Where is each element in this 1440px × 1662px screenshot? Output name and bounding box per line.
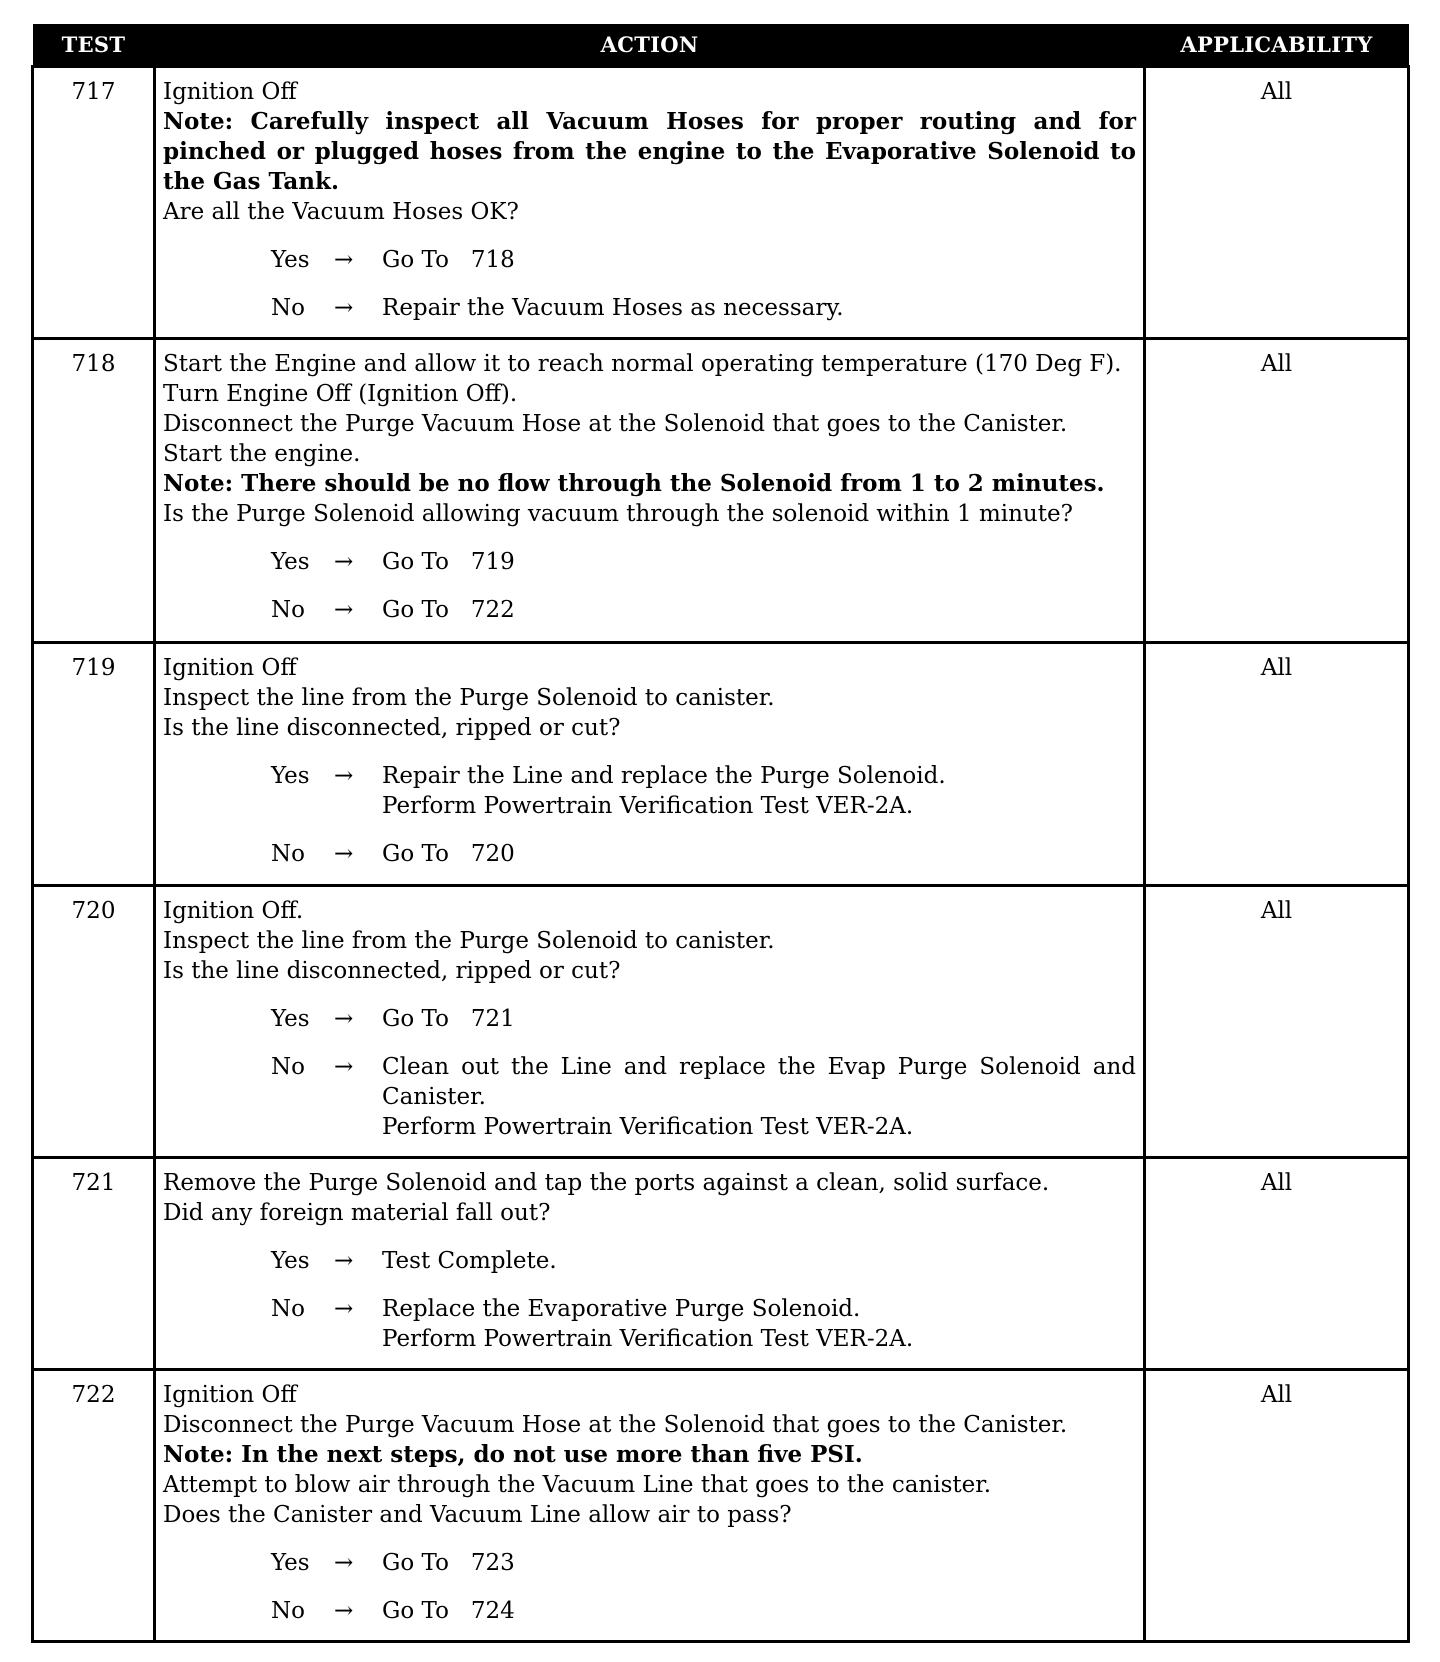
- yes-label: Yes: [271, 1550, 310, 1576]
- action-line: Turn Engine Off (Ignition Off).: [163, 381, 518, 407]
- test-row-720: [33, 886, 1409, 1158]
- action-cell: [155, 643, 1145, 886]
- yes-result: Repair the Line and replace the Purge Solenoid. Perform Powertrain Verification Test VER-2A.: [382, 763, 946, 819]
- action-cell: [155, 1158, 1145, 1370]
- action-line: Attempt to blow air through the Vacuum Line that goes to the canister.: [163, 1472, 992, 1498]
- test-number: 720: [33, 886, 155, 1158]
- yes-response: [271, 1004, 1136, 1034]
- yes-result: Go To 721: [382, 1006, 515, 1032]
- test-number: 721: [33, 1158, 155, 1370]
- no-response: [271, 839, 1136, 869]
- test-row-721: [33, 1158, 1409, 1370]
- arrow-icon: →: [334, 1296, 354, 1322]
- yes-response: [271, 761, 1136, 821]
- no-response: [271, 1294, 1136, 1354]
- yes-response: [271, 1246, 1136, 1276]
- arrow-icon: →: [334, 295, 354, 321]
- arrow-icon: →: [334, 1248, 354, 1274]
- yes-result: Go To 718: [382, 247, 515, 273]
- yes-response: [271, 547, 1136, 577]
- action-cell: [155, 1370, 1145, 1642]
- no-label: No: [271, 295, 305, 321]
- applicability-value: All: [1145, 886, 1409, 1158]
- no-response: [271, 595, 1136, 625]
- action-line: Ignition Off: [163, 79, 297, 105]
- action-cell: [155, 339, 1145, 643]
- yes-label: Yes: [271, 763, 310, 789]
- action-line: Inspect the line from the Purge Solenoid to canister.: [163, 685, 775, 711]
- diagnostic-test-table: [31, 24, 1410, 1643]
- no-result: Go To 722: [382, 597, 515, 623]
- yes-label: Yes: [271, 1248, 310, 1274]
- arrow-icon: →: [334, 247, 354, 273]
- test-number: 718: [33, 339, 155, 643]
- no-result: Go To 720: [382, 841, 515, 867]
- action-line: Start the Engine and allow it to reach normal operating temperature (170 Deg F).: [163, 351, 1122, 377]
- action-line: Ignition Off: [163, 1382, 297, 1408]
- action-line: Inspect the line from the Purge Solenoid to canister.: [163, 928, 775, 954]
- action-line: Disconnect the Purge Vacuum Hose at the Solenoid that goes to the Canister.: [163, 411, 1068, 437]
- applicability-value: All: [1145, 339, 1409, 643]
- yes-response: [271, 1548, 1136, 1578]
- yes-result: Go To 719: [382, 549, 515, 575]
- test-row-722: [33, 1370, 1409, 1642]
- applicability-value: All: [1145, 643, 1409, 886]
- no-label: No: [271, 1054, 305, 1080]
- arrow-icon: →: [334, 549, 354, 575]
- no-label: No: [271, 1296, 305, 1322]
- no-response: [271, 1052, 1136, 1142]
- applicability-value: All: [1145, 1370, 1409, 1642]
- no-label: No: [271, 1598, 305, 1624]
- test-row-717: [33, 67, 1409, 339]
- arrow-icon: →: [334, 841, 354, 867]
- yes-result: Test Complete.: [382, 1248, 557, 1274]
- applicability-value: All: [1145, 1158, 1409, 1370]
- test-number: 719: [33, 643, 155, 886]
- arrow-icon: →: [334, 1550, 354, 1576]
- action-line: Start the engine.: [163, 441, 361, 467]
- header-test: TEST: [33, 24, 155, 67]
- action-question: Is the line disconnected, ripped or cut?: [163, 715, 621, 741]
- yes-label: Yes: [271, 247, 310, 273]
- yes-response: [271, 245, 1136, 275]
- no-result: Go To 724: [382, 1598, 515, 1624]
- no-result: Repair the Vacuum Hoses as necessary.: [382, 295, 844, 321]
- arrow-icon: →: [334, 1598, 354, 1624]
- test-row-718: [33, 339, 1409, 643]
- action-note: Note: In the next steps, do not use more than five PSI.: [163, 1441, 863, 1468]
- action-cell: [155, 67, 1145, 339]
- action-question: Does the Canister and Vacuum Line allow air to pass?: [163, 1502, 792, 1528]
- action-question: Are all the Vacuum Hoses OK?: [163, 199, 519, 225]
- header-applicability: APPLICABILITY: [1145, 24, 1409, 67]
- yes-label: Yes: [271, 1006, 310, 1032]
- header-action: ACTION: [155, 24, 1145, 67]
- arrow-icon: →: [334, 763, 354, 789]
- test-row-719: [33, 643, 1409, 886]
- action-line: Remove the Purge Solenoid and tap the ports against a clean, solid surface.: [163, 1170, 1050, 1196]
- action-note: Note: Carefully inspect all Vacuum Hoses for proper routing and for pinched or plugged hoses from the engine to the Evaporative Solenoid to the Gas Tank.: [163, 108, 1136, 195]
- test-number: 717: [33, 67, 155, 339]
- action-line: Ignition Off.: [163, 898, 304, 924]
- no-label: No: [271, 841, 305, 867]
- arrow-icon: →: [334, 1006, 354, 1032]
- no-response: [271, 293, 1136, 323]
- action-line: Ignition Off: [163, 655, 297, 681]
- no-result: Replace the Evaporative Purge Solenoid. Perform Powertrain Verification Test VER-2A.: [382, 1296, 914, 1352]
- action-line: Disconnect the Purge Vacuum Hose at the Solenoid that goes to the Canister.: [163, 1412, 1068, 1438]
- action-question: Is the Purge Solenoid allowing vacuum through the solenoid within 1 minute?: [163, 501, 1073, 527]
- header-row: [33, 24, 1409, 67]
- no-response: [271, 1596, 1136, 1626]
- arrow-icon: →: [334, 597, 354, 623]
- action-cell: [155, 886, 1145, 1158]
- arrow-icon: →: [334, 1054, 354, 1080]
- yes-result: Go To 723: [382, 1550, 515, 1576]
- no-label: No: [271, 597, 305, 623]
- applicability-value: All: [1145, 67, 1409, 339]
- action-question: Did any foreign material fall out?: [163, 1200, 551, 1226]
- test-number: 722: [33, 1370, 155, 1642]
- no-result: Clean out the Line and replace the Evap Purge Solenoid and Canister. Perform Powertrain Verification Test VER-2A.: [382, 1054, 1136, 1140]
- action-question: Is the line disconnected, ripped or cut?: [163, 958, 621, 984]
- action-note: Note: There should be no flow through the Solenoid from 1 to 2 minutes.: [163, 470, 1105, 497]
- yes-label: Yes: [271, 549, 310, 575]
